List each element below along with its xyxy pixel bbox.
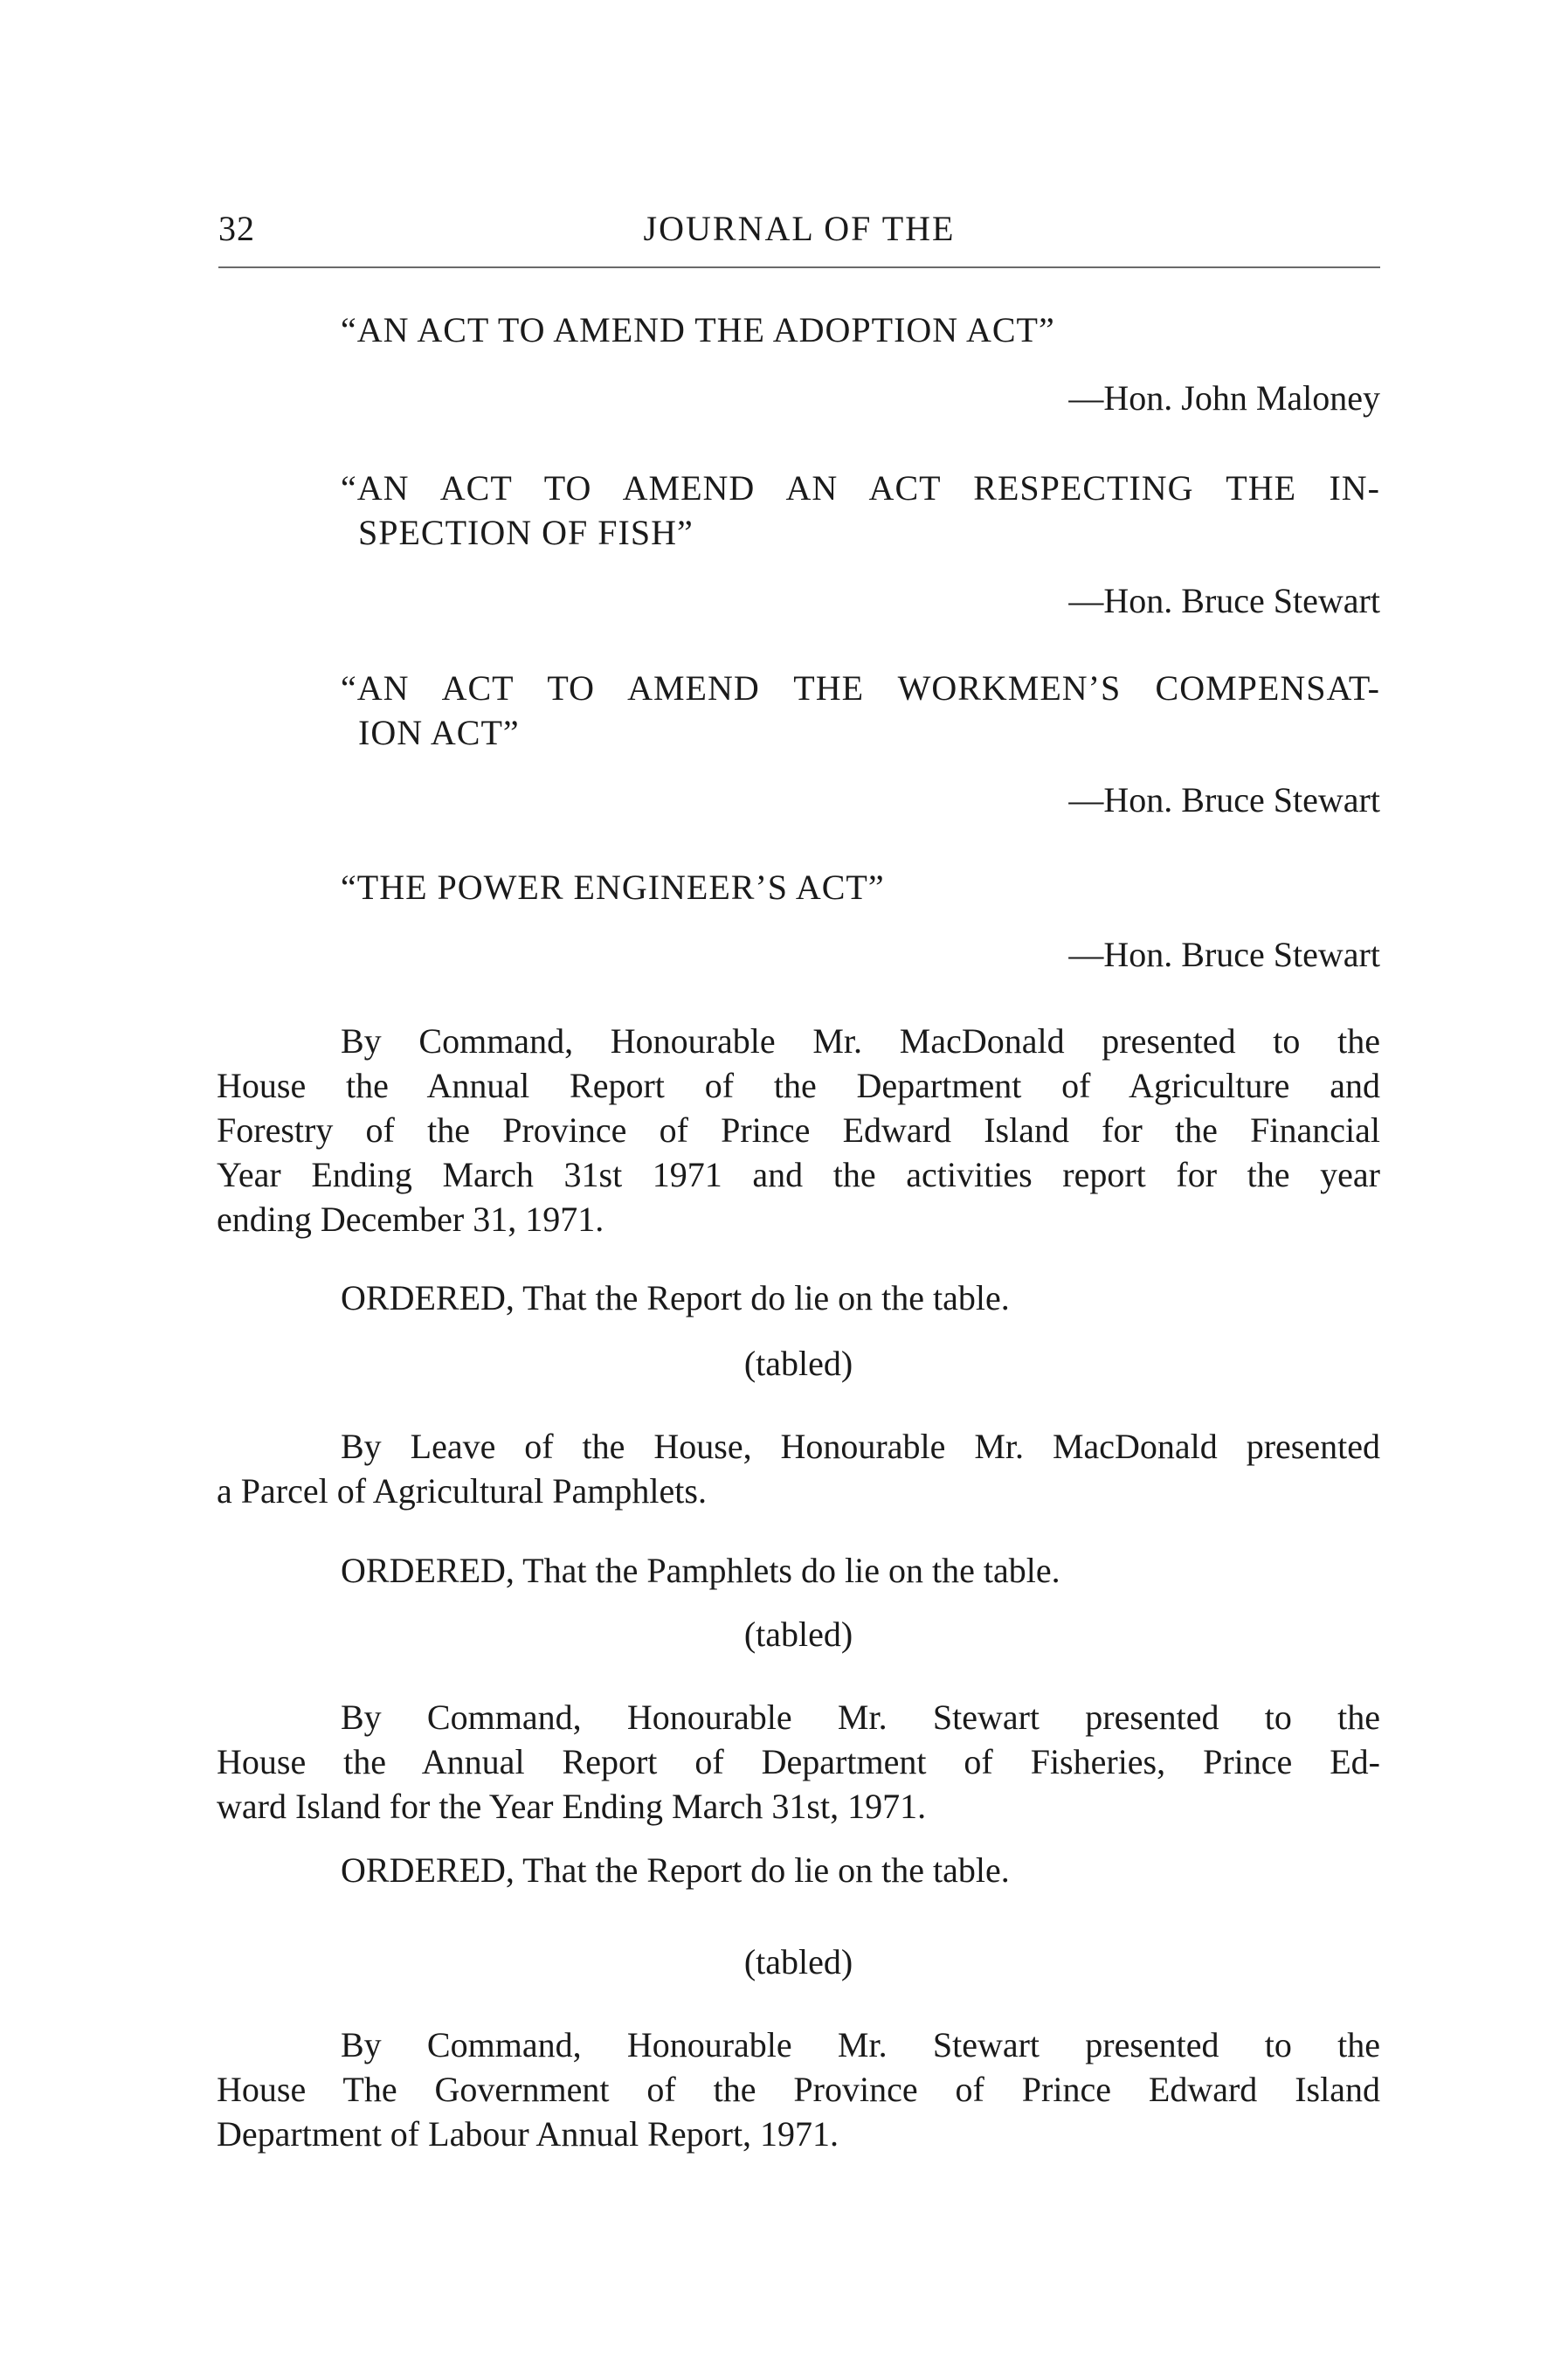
order-pamphlets-table: ORDERED, That the Pamphlets do lie on the table. [341,1551,1060,1590]
act-sponsor-stewart-2: —Hon. Bruce Stewart [1068,780,1380,819]
tabled-status-2: (tabled) [743,1615,853,1654]
act-sponsor-maloney: —Hon. John Maloney [1068,378,1380,418]
agriculture-report-line3: Forestry of the Province of Prince Edward Island for the Financial [217,1110,1380,1150]
act-sponsor-stewart-1: —Hon. Bruce Stewart [1068,581,1380,620]
act-title-workmen-line2: ION ACT” [358,713,520,752]
act-title-power-engineer: “THE POWER ENGINEER’S ACT” [341,868,885,907]
labour-report-line1: By Command, Honourable Mr. Stewart presented to the [341,2025,1380,2064]
page-number: 32 [218,209,255,248]
pamphlets-line2: a Parcel of Agricultural Pamphlets. [217,1471,707,1511]
header-rule [218,266,1380,268]
order-report-table-1: ORDERED, That the Report do lie on the table. [341,1278,1010,1317]
pamphlets-line1: By Leave of the House, Honourable Mr. MacDonald presented [341,1427,1380,1466]
journal-title: JOURNAL OF THE [643,209,956,248]
act-title-adoption: “AN ACT TO AMEND THE ADOPTION ACT” [341,310,1055,349]
agriculture-report-line1: By Command, Honourable Mr. MacDonald presented to the [341,1021,1380,1061]
fisheries-report-line1: By Command, Honourable Mr. Stewart presented to the [341,1698,1380,1737]
fisheries-report-line3: ward Island for the Year Ending March 31st, 1971. [217,1787,927,1826]
tabled-status-3: (tabled) [743,1942,853,1981]
labour-report-line3: Department of Labour Annual Report, 1971. [217,2114,839,2154]
fisheries-report-line2: House the Annual Report of Department of Fisheries, Prince Ed- [217,1742,1380,1781]
agriculture-report-line4: Year Ending March 31st 1971 and the activities report for the year [217,1155,1380,1194]
act-sponsor-stewart-3: —Hon. Bruce Stewart [1068,935,1380,974]
agriculture-report-line5: ending December 31, 1971. [217,1200,604,1239]
tabled-status-1: (tabled) [743,1344,853,1383]
agriculture-report-line2: House the Annual Report of the Department of Agriculture and [217,1066,1380,1105]
act-title-fish-line2: SPECTION OF FISH” [358,513,694,552]
labour-report-line2: House The Government of the Province of Prince Edward Island [217,2070,1380,2109]
act-title-workmen-line1: “AN ACT TO AMEND THE WORKMEN’S COMPENSAT- [341,668,1380,708]
running-head [218,208,1380,269]
order-report-table-2: ORDERED, That the Report do lie on the table. [341,1850,1010,1890]
act-title-fish-line1: “AN ACT TO AMEND AN ACT RESPECTING THE IN- [341,468,1380,508]
